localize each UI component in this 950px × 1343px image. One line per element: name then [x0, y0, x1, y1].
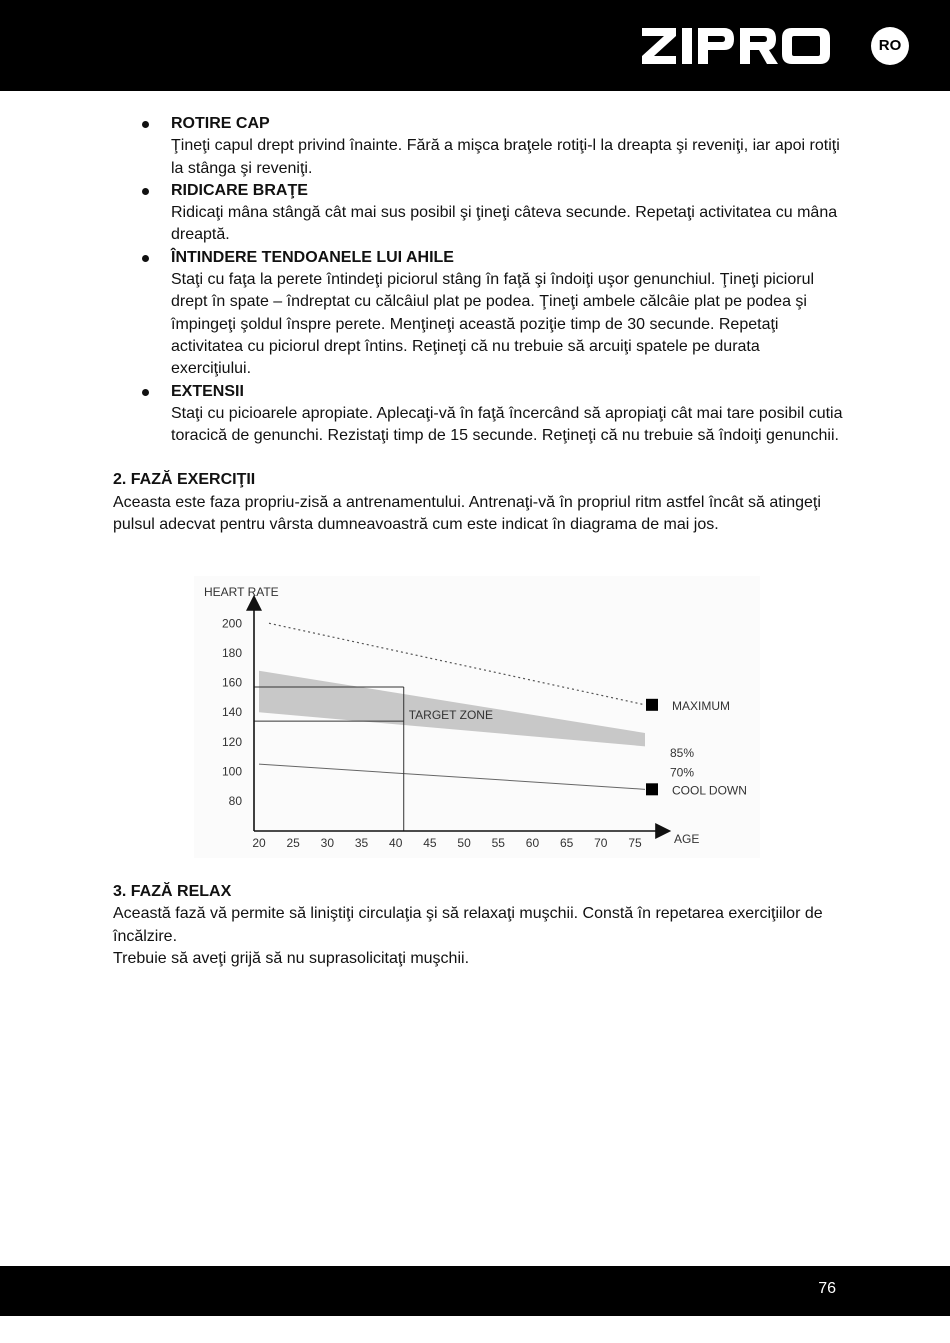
- exercise-title: EXTENSII: [171, 382, 244, 400]
- y-tick-label: 80: [228, 794, 242, 809]
- x-tick-label: 55: [491, 836, 505, 850]
- x-tick-label: 40: [389, 836, 403, 850]
- list-item: [113, 113, 843, 180]
- heart-rate-chart: [194, 576, 760, 858]
- list-item: [113, 180, 843, 247]
- page-number: 76: [818, 1280, 836, 1297]
- exercise-text: Ridicaţi mâna stângă cât mai sus posibil şi ţineţi câteva secunde. Repetaţi activitatea cu mâna dreaptă.: [171, 204, 838, 244]
- y-tick-labels: [222, 616, 242, 808]
- page-header: [0, 0, 950, 91]
- legend-maximum: MAXIMUM: [672, 698, 730, 713]
- x-tick-label: 20: [252, 836, 266, 850]
- y-tick-label: 200: [221, 616, 242, 631]
- x-tick-label: 75: [628, 836, 642, 850]
- list-item: [113, 381, 843, 448]
- x-tick-label: 30: [320, 836, 335, 850]
- y-tick-label: 140: [221, 705, 242, 720]
- section-title: 3. FAZĂ RELAX: [113, 883, 232, 900]
- y-axis-label: HEART RATE: [204, 585, 279, 599]
- y-tick-label: 120: [221, 734, 242, 749]
- exercise-list: [113, 113, 843, 447]
- exercise-text: Ţineţi capul drept privind înainte. Fără a mişca braţele rotiţi-l la dreapta şi reveniţi, iar apoi rotiţi la stânga şi reveniţi.: [171, 137, 840, 177]
- cool-down-line: [259, 764, 645, 789]
- exercise-title: ROTIRE CAP: [171, 115, 270, 132]
- section-title: 2. FAZĂ EXERCIŢII: [113, 471, 256, 489]
- x-tick-label: 35: [354, 836, 369, 850]
- chart-legend: [646, 699, 747, 798]
- section-text: Această fază vă permite să liniştiţi circulaţia şi să relaxaţi muşchii. Constă în repetarea exerciţiilor de încălzire.: [113, 905, 823, 945]
- x-tick-label: 45: [423, 836, 437, 850]
- x-tick-label: 70: [594, 836, 608, 850]
- section-text: Trebuie să aveţi grijă să nu suprasolicitaţi muşchii.: [113, 949, 470, 967]
- legend-85-percent: 85%: [670, 745, 695, 760]
- target-zone-label: TARGET ZONE: [408, 708, 493, 723]
- x-tick-label: 65: [559, 836, 574, 850]
- exercise-text: Staţi cu picioarele apropiate. Aplecaţi-vă în faţă încercând să apropiaţi cât mai tare posibil cutia toracică de genunchi. Rezistaţi timp de 15 secunde. Reţineţi că nu trebuie să îndoiţi genunchii.: [171, 404, 843, 445]
- exercise-title: ÎNTINDERE TENDOANELE LUI AHILE: [171, 248, 454, 266]
- cool-down-legend-marker: [646, 783, 658, 795]
- section-exercise-phase: [113, 469, 843, 536]
- exercise-title: RIDICARE BRAŢE: [171, 181, 308, 199]
- x-axis-label: AGE: [674, 832, 700, 846]
- y-tick-label: 180: [221, 645, 242, 660]
- list-item: [113, 247, 843, 381]
- y-tick-label: 160: [221, 675, 242, 690]
- legend-cool-down: COOL DOWN: [672, 783, 747, 798]
- y-tick-label: 100: [221, 764, 242, 779]
- section-relax-phase: [113, 881, 843, 970]
- exercise-text: Staţi cu faţa la perete întindeţi piciorul stâng în faţă şi îndoiţi uşor genunchiul. Ţineţi piciorul drept în spate – îndreptat cu călcâiul plat pe podea. Ţineţi ambele călcâie plat pe podea şi împingeţi şoldul înspre perete. Menţineţi această poziţie timp de 30 secunde. Repetaţi activitatea cu piciorul drept întins. Reţineţi că nu trebuie să arcuiţi spatele pe durata exerciţiului.: [171, 271, 815, 378]
- main-content: [113, 113, 843, 536]
- x-tick-labels: [252, 836, 642, 850]
- zipro-logo: [640, 26, 832, 66]
- x-tick-label: 50: [457, 836, 471, 850]
- language-badge: RO: [871, 27, 909, 65]
- maximum-legend-marker: [646, 699, 658, 711]
- x-tick-label: 25: [286, 836, 300, 850]
- legend-70-percent: 70%: [670, 765, 695, 780]
- page-footer: [0, 1266, 950, 1316]
- x-tick-label: 60: [525, 836, 540, 850]
- heart-rate-chart-svg: [194, 576, 760, 858]
- section-text: Aceasta este faza propriu-zisă a antrenamentului. Antrenaţi-vă în propriul ritm astfel încât să atingeţi pulsul adecvat pentru vârsta dumneavoastră cum este indicat în diagrama de mai jos.: [113, 493, 821, 534]
